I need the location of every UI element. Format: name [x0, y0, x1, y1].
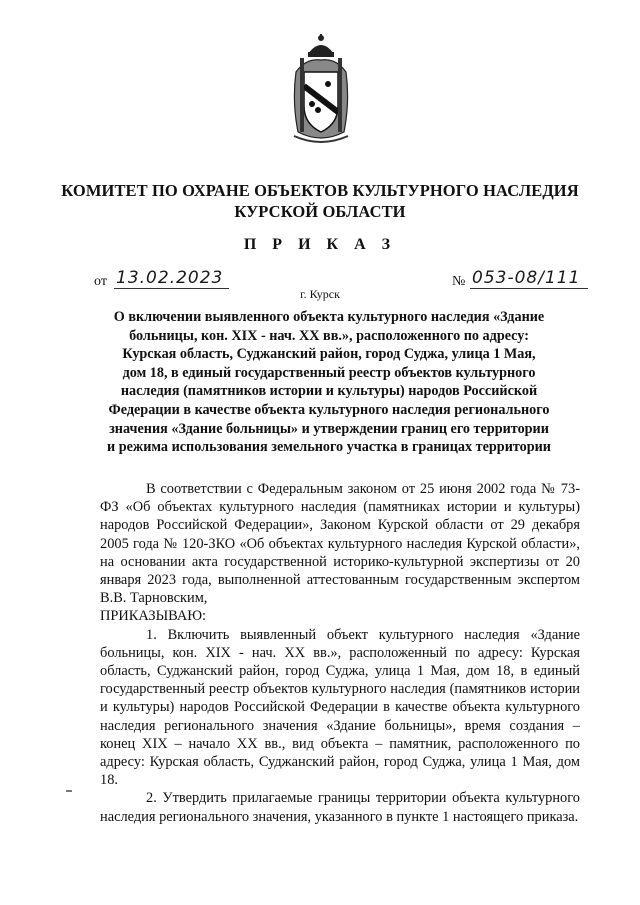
order-item-1: 1. Включить выявленный объект культурного наследия «Здание больницы, кон. XIX - нач. XX вв.», расположенный по адресу: Курская область, Суджанский район, город Суджа, улица 1 Мая, дом 18, в единый государственный реестр объектов культурного наследия (памятников истории и культуры) народов Российской Федерации в качестве объекта культурного наследия регионального значения «Здание больницы», время создания – конец XIX – начало XX вв., вид объекта – памятник, расположенного по адресу: Курская область, Суджанский район, город Суджа, улица 1 Мая, дом 18. [100, 626, 580, 789]
number-prefix: № [452, 274, 466, 289]
title-line: Федерации в качестве объекта культурного наследия регионального [108, 401, 550, 418]
title-line: и режима использования земельного участка в границах территории [107, 439, 551, 456]
title-line: Курская область, Суджанский район, город Суджа, улица 1 Мая, [122, 346, 536, 363]
document-type: П Р И К А З [243, 236, 397, 253]
coat-of-arms-emblem [290, 32, 352, 152]
title-line: больницы, кон. XIX - нач. XX вв.», расположенного по адресу: [129, 327, 529, 344]
title-line: О включении выявленного объекта культурного наследия «Здание [113, 309, 545, 325]
title-line: значения «Здание больницы» и утверждении границ его территории [109, 420, 549, 437]
date-handwritten: 13.02.2023 [114, 268, 229, 289]
order-item-2: 2. Утвердить прилагаемые границы территории объекта культурного наследия регионального значения, указанного в пункте 1 настоящего приказа. [100, 790, 580, 825]
number-handwritten: 053-08/111 [470, 268, 588, 289]
margin-mark [66, 790, 72, 792]
title-line: дом 18, в единый государственный реестр объектов культурного [122, 364, 536, 381]
document-body [100, 480, 580, 826]
order-word: ПРИКАЗЫВАЮ: [100, 608, 207, 625]
document-title [88, 308, 570, 457]
organization-name-line2: КУРСКОЙ ОБЛАСТИ [234, 202, 406, 221]
city-label: г. Курск [300, 287, 340, 301]
organization-name [60, 180, 580, 222]
organization-name-line1: КОМИТЕТ ПО ОХРАНЕ ОБЪЕКТОВ КУЛЬТУРНОГО НАСЛЕДИЯ [61, 181, 579, 200]
title-line: наследия (памятников истории и культуры) народов Российской [120, 383, 538, 400]
preamble-paragraph: В соответствии с Федеральным законом от 25 июня 2002 года № 73-ФЗ «Об объектах культурного наследия (памятниках истории и культуры) народов Российской Федерации», Законом Курской области от 29 декабря 2005 года № 120-ЗКО «Об объектах культурного наследия Курской области», на основании акта государственной историко-культурной экспертизы от 20 января 2023 года, выполненной аттестованным государственным экспертом В.В. Тарновским, [100, 481, 580, 607]
date-prefix: от [94, 274, 107, 289]
